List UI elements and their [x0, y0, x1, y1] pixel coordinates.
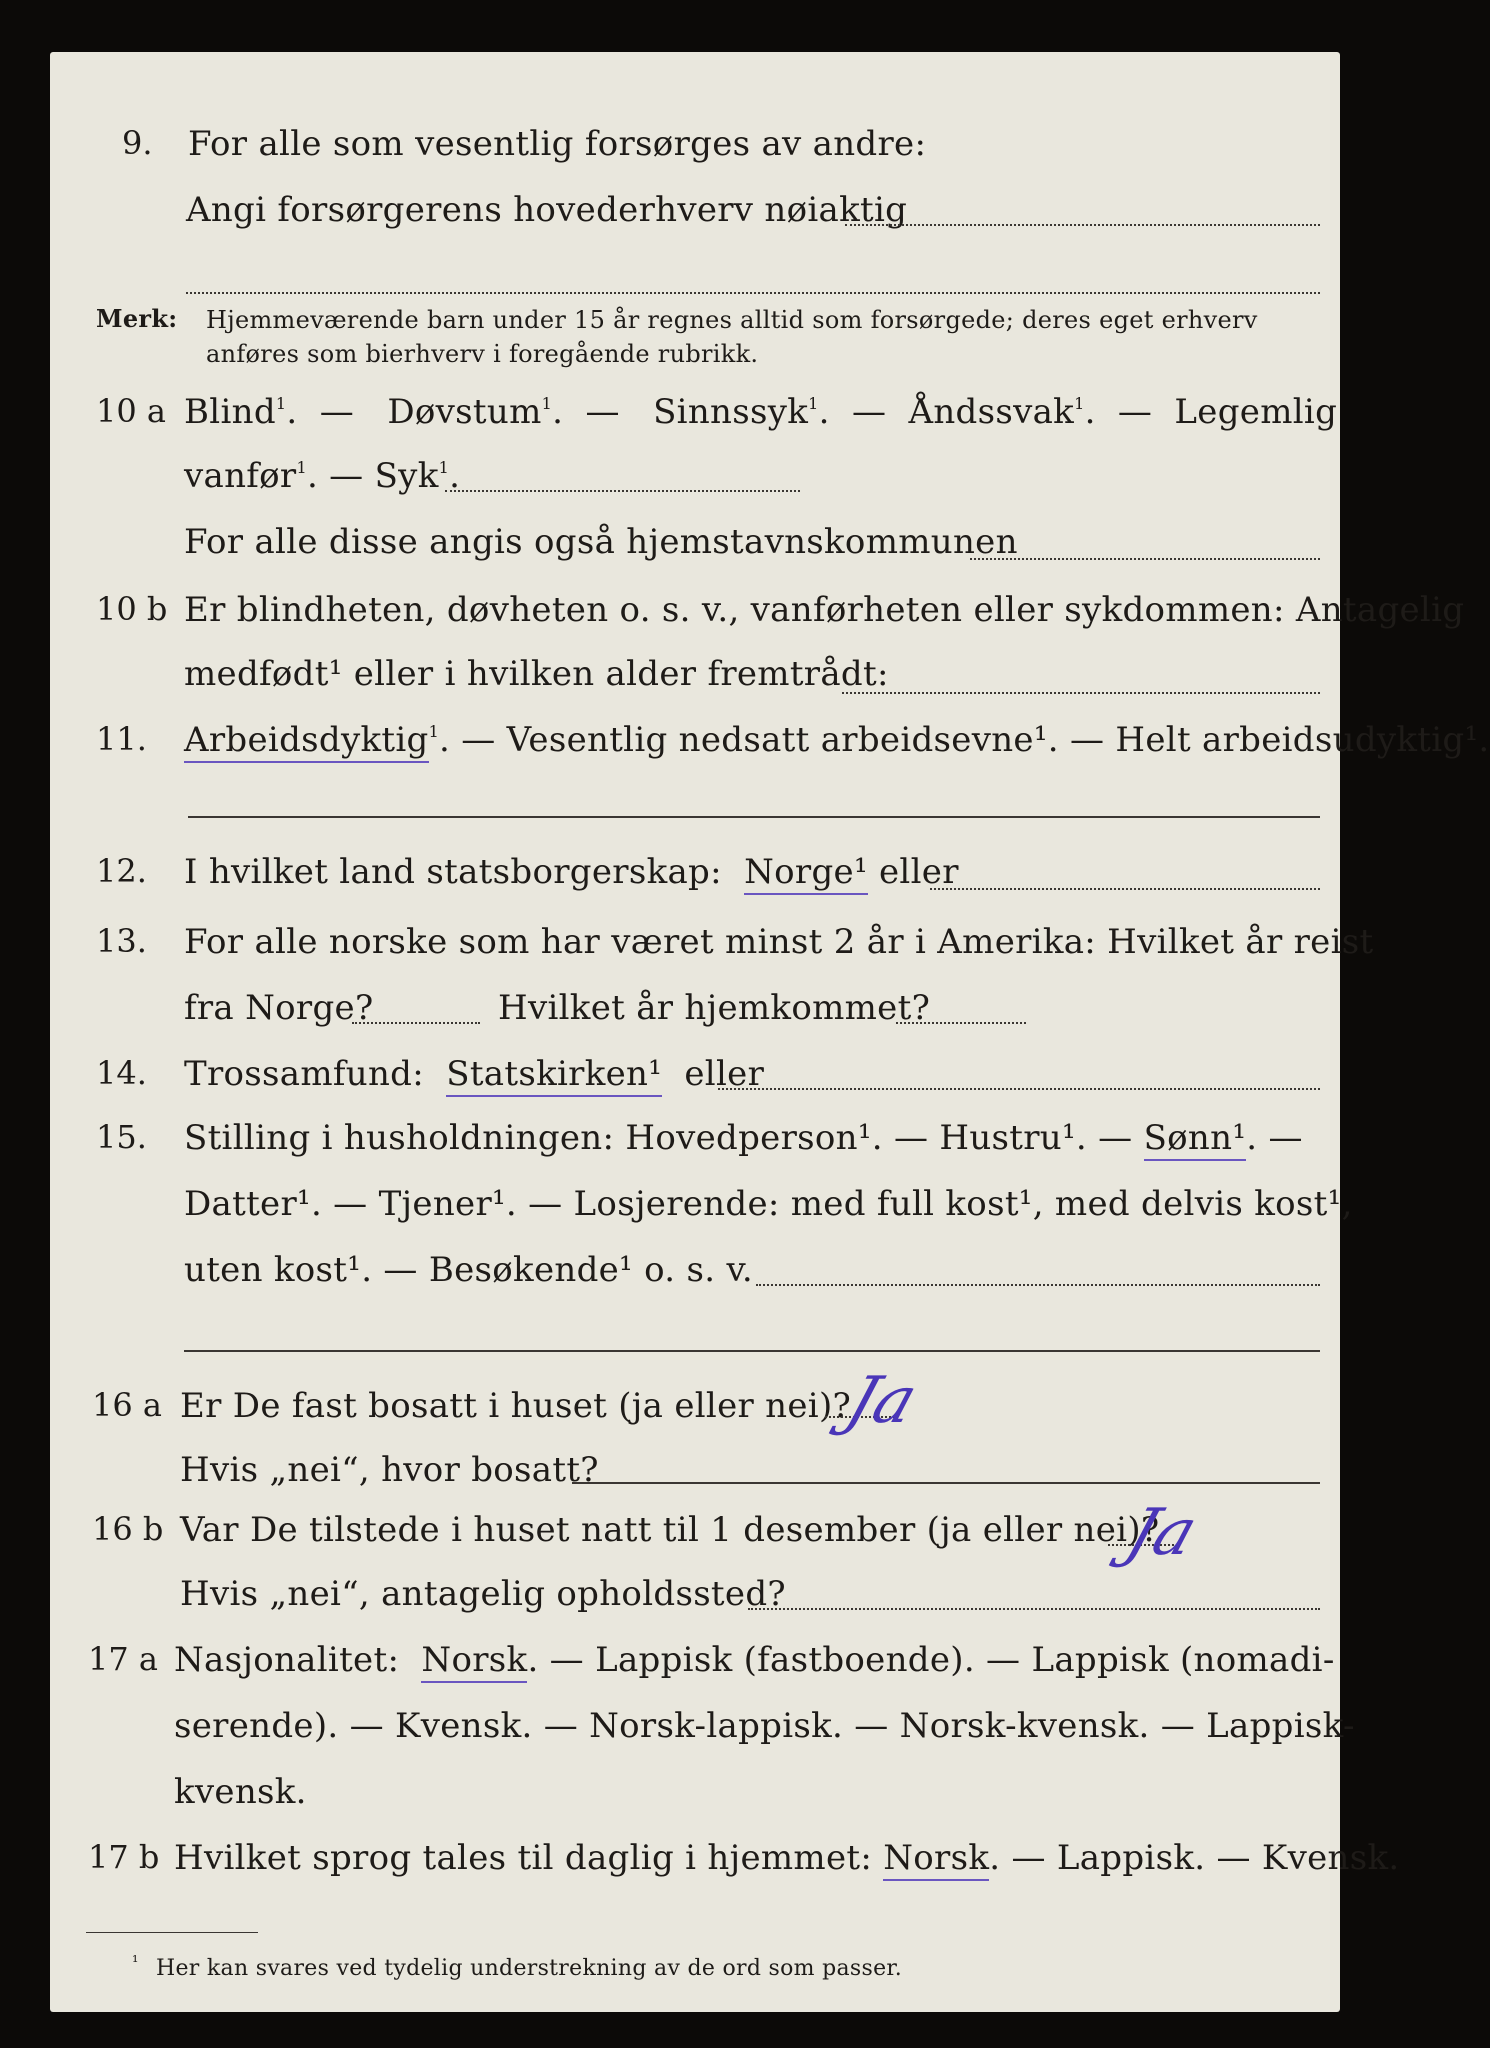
q16b-question: Var De tilstede i huset natt til 1 desember (ja eller nei)? — [180, 1510, 1160, 1550]
q14-eller: eller — [684, 1054, 765, 1094]
q14-answer-line[interactable] — [718, 1088, 1320, 1090]
q10b-answer-line[interactable] — [842, 692, 1320, 694]
q17a-number: 17 a — [88, 1640, 158, 1678]
q16a-handwritten-answer[interactable]: Ja — [837, 1364, 926, 1438]
q13-line1: For alle norske som har været minst 2 år i Amerika: Hvilket år reist — [184, 922, 1374, 962]
q12-line — [184, 852, 959, 892]
q13-number: 13. — [96, 922, 147, 960]
footnote-mark: ¹ — [132, 1952, 139, 1971]
q9-answer-line[interactable] — [845, 224, 1320, 226]
q13-reist-line[interactable] — [352, 1022, 480, 1024]
option-norsk-nasjonalitet-selected[interactable]: Norsk — [421, 1640, 527, 1683]
q16a-question: Er De fast bosatt i huset (ja eller nei)? — [180, 1386, 852, 1426]
q10a-hjemstavn-line[interactable] — [970, 558, 1320, 560]
q11-rest: . — Vesentlig nedsatt arbeidsevne¹. — Helt arbeidsudyktig¹. — [439, 720, 1490, 760]
option-legemlig[interactable]: Legemlig — [1174, 392, 1338, 432]
footnote-text: Her kan svares ved tydelig understrekning av de ord som passer. — [156, 1956, 903, 1981]
q13-reist-label: fra Norge? — [184, 988, 374, 1028]
q16b-followup-line[interactable] — [748, 1608, 1320, 1610]
merk-text-1: Hjemmeværende barn under 15 år regnes alltid som forsørgede; deres eget erhverv — [206, 306, 1258, 334]
q17a-line1 — [174, 1640, 1335, 1680]
option-blind[interactable]: Blind — [184, 392, 276, 432]
merk-text-2: anføres som bierhverv i foregående rubrikk. — [206, 340, 759, 368]
q9-prompt: Angi forsørgerens hovederhverv nøiaktig — [186, 190, 908, 230]
option-arbeidsdyktig-selected[interactable]: Arbeidsdyktig — [184, 720, 429, 763]
q12-answer-line[interactable] — [930, 888, 1320, 890]
q11-answer-line[interactable] — [188, 816, 1320, 818]
q11-number: 11. — [96, 720, 147, 758]
q15-answer-line[interactable] — [756, 1284, 1320, 1286]
option-vanfor[interactable]: vanfør — [184, 456, 297, 496]
q15-number: 15. — [96, 1118, 147, 1156]
q17a-prompt: Nasjonalitet: — [174, 1640, 400, 1680]
option-norsk-sprog-selected[interactable]: Norsk — [883, 1838, 989, 1881]
q11-line: Arbeidsdyktig$^1$. — Vesentlig nedsatt arbeidsevne¹. — Helt arbeidsudyktig¹. — [184, 720, 1490, 760]
option-sonn-selected[interactable]: Sønn¹ — [1144, 1118, 1247, 1161]
q10a-line2: vanfør$^1$. — Syk$^1$. — [184, 456, 461, 496]
q9-answer-line-2[interactable] — [186, 292, 1320, 294]
q15-line3: uten kost¹. — Besøkende¹ o. s. v. — [184, 1250, 754, 1290]
q12-eller: eller — [879, 852, 959, 892]
option-dovstum[interactable]: Døvstum — [387, 392, 542, 432]
q10b-line1: Er blindheten, døvheten o. s. v., vanførheten eller sykdommen: Antagelig — [184, 590, 1465, 630]
q14-prompt: Trossamfund: — [184, 1054, 425, 1094]
q15-line2: Datter¹. — Tjener¹. — Losjerende: med full kost¹, med delvis kost¹, — [184, 1184, 1353, 1224]
q14-line — [184, 1054, 764, 1094]
q12-number: 12. — [96, 852, 147, 890]
q10a-answer-line[interactable] — [445, 490, 800, 492]
merk-label: Merk: — [96, 304, 178, 333]
q16a-followup: Hvis „nei“, hvor bosatt? — [180, 1450, 599, 1490]
q10b-number: 10 b — [96, 590, 168, 628]
q17b-number: 17 b — [88, 1838, 160, 1876]
option-statskirken-selected[interactable]: Statskirken¹ — [446, 1054, 662, 1097]
q15-line1-text: Stilling i husholdningen: Hovedperson¹. — Hustru¹. — — [184, 1118, 1133, 1158]
q15-line1 — [184, 1118, 1303, 1158]
q17b-rest: . — Lappisk. — Kvensk. — [989, 1838, 1400, 1878]
q9-number: 9. — [122, 124, 153, 162]
q16b-number: 16 b — [92, 1510, 164, 1548]
census-form-page — [50, 52, 1490, 2012]
option-sinnssyk[interactable]: Sinnssyk — [653, 392, 809, 432]
q13-hjemkommet-line[interactable] — [896, 1022, 1026, 1024]
q16a-number: 16 a — [92, 1386, 162, 1424]
q15-line1-dash: . — — [1246, 1118, 1303, 1158]
q15-answer-line-2[interactable] — [184, 1350, 1320, 1352]
q17b-line — [174, 1838, 1399, 1878]
q10a-line1: Blind$^1$. — Døvstum$^1$. — Sinnssyk$^1$. — Åndssvak$^1$. — Legemlig — [184, 392, 1338, 432]
q14-number: 14. — [96, 1054, 147, 1092]
q13-hjemkommet-label: Hvilket år hjemkommet? — [498, 988, 931, 1028]
q16a-followup-line[interactable] — [572, 1482, 1320, 1484]
q17b-prompt: Hvilket sprog tales til daglig i hjemmet: — [174, 1838, 873, 1878]
q9-question: For alle som vesentlig forsørges av andre: — [188, 124, 927, 164]
q10b-line2: medfødt¹ eller i hvilken alder fremtrådt: — [184, 654, 889, 694]
q17a-line2: serende). — Kvensk. — Norsk-lappisk. — Norsk-kvensk. — Lappisk- — [174, 1706, 1355, 1746]
option-norge-selected[interactable]: Norge¹ — [744, 852, 868, 895]
q16b-followup: Hvis „nei“, antagelig opholdssted? — [180, 1574, 786, 1614]
q10a-number: 10 a — [96, 392, 166, 430]
footnote-divider — [86, 1932, 258, 1933]
q17a-line1-rest: . — Lappisk (fastboende). — Lappisk (nomadi- — [527, 1640, 1335, 1680]
q16b-handwritten-answer[interactable]: Ja — [1117, 1496, 1206, 1570]
option-syk[interactable]: Syk — [374, 456, 439, 496]
q10a-hjemstavn: For alle disse angis også hjemstavnskommunen — [184, 522, 1018, 562]
option-andssvak[interactable]: Åndssvak — [908, 392, 1075, 432]
q17a-line3: kvensk. — [174, 1772, 307, 1812]
q12-prompt: I hvilket land statsborgerskap: — [184, 852, 722, 892]
